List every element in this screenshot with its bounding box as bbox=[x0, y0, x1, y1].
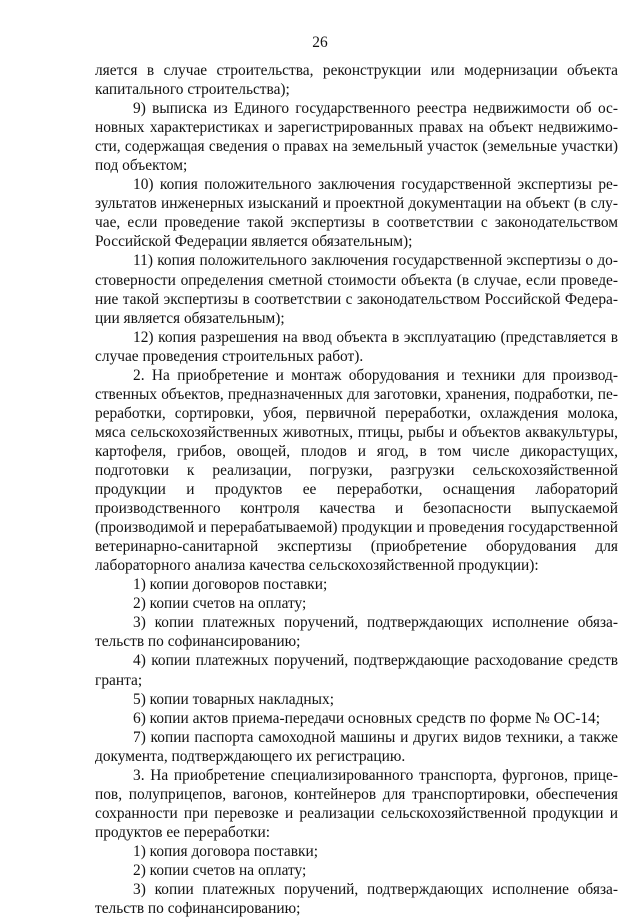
paragraph-item-12: 12) копия разрешения на ввод объекта в эксплуатацию (представляется в случае проведения строительных работ). bbox=[95, 328, 618, 365]
document-body bbox=[95, 61, 618, 918]
paragraph-item-9: 9) выписка из Единого государственного реестра недвижимости об основных характеристиках и зарегистрированных правах на объект недвижимости, содержащая сведения о правах на земельный участок (земельные участки) под объектом; bbox=[95, 100, 618, 175]
paragraph-section-2: 2. На приобретение и монтаж оборудования и техники для производственных объектов, предназначенных для заготовки, хранения, подработки, переработки, сортировки, убоя, первичной переработки, охлаждения молока, мяса сельскохозяйственных животных, птицы, рыбы и объектов аквакультуры, картофеля, грибов, овощей, плодов и ягод, в том числе дикорастущих, подготовки к реализации, погрузки, разгрузки сельскохозяйственной продукции и продуктов ее переработки, оснащения лабораторий производственного контроля качества и безопасности выпускаемой (производимой и перерабатываемой) продукции и проведения государственной ветеринарно-санитарной экспертизы (приобретение оборудования для лабораторного анализа качества сельскохозяйственной продукции): bbox=[95, 366, 618, 575]
paragraph-item-11: 11) копия положительного заключения государственной экспертизы о достоверности определения сметной стоимости объекта (в случае, если проведение такой экспертизы в соответствии с законодательством Российской Федерации является обязательным); bbox=[95, 252, 618, 327]
paragraph-item-10: 10) копия положительного заключения государственной экспертизы результатов инженерных изысканий и проектной документации на объект (в случае, если проведение такой экспертизы в соответствии с законодательством Российской Федерации является обязательным); bbox=[95, 176, 618, 251]
paragraph-section-2-item-3: 3) копии платежных поручений, подтверждающих исполнение обязательств по софинансированию; bbox=[95, 614, 618, 651]
paragraph-section-2-item-2: 2) копии счетов на оплату; bbox=[133, 595, 307, 613]
paragraph-section-2-item-6: 6) копии актов приема-передачи основных средств по форме № ОС-14; bbox=[133, 709, 601, 727]
page-number: 26 bbox=[312, 34, 328, 51]
paragraph-section-3: 3. На приобретение специализированного транспорта, фургонов, прицепов, полуприцепов, вагонов, контейнеров для транспортировки, обеспечения сохранности при перевозке и реализации сельскохозяйственной продукции и продуктов ее переработки: bbox=[95, 766, 618, 841]
paragraph-continuation: ляется в случае строительства, реконструкции или модернизации объекта капитального строительства); bbox=[95, 62, 618, 99]
paragraph-section-2-item-5: 5) копии товарных накладных; bbox=[133, 690, 334, 708]
paragraph-section-2-item-1: 1) копии договоров поставки; bbox=[133, 576, 328, 594]
paragraph-section-2-item-4: 4) копии платежных поручений, подтверждающие расходование средств гранта; bbox=[95, 652, 618, 689]
paragraph-section-3-item-1: 1) копия договора поставки; bbox=[133, 842, 318, 860]
paragraph-section-3-item-2: 2) копии счетов на оплату; bbox=[133, 861, 307, 879]
paragraph-section-3-item-3: 3) копии платежных поручений, подтверждающих исполнение обязательств по софинансированию; bbox=[95, 881, 618, 918]
paragraph-section-2-item-7: 7) копии паспорта самоходной машины и других видов техники, а также документа, подтверждающего их регистрацию. bbox=[95, 728, 618, 765]
